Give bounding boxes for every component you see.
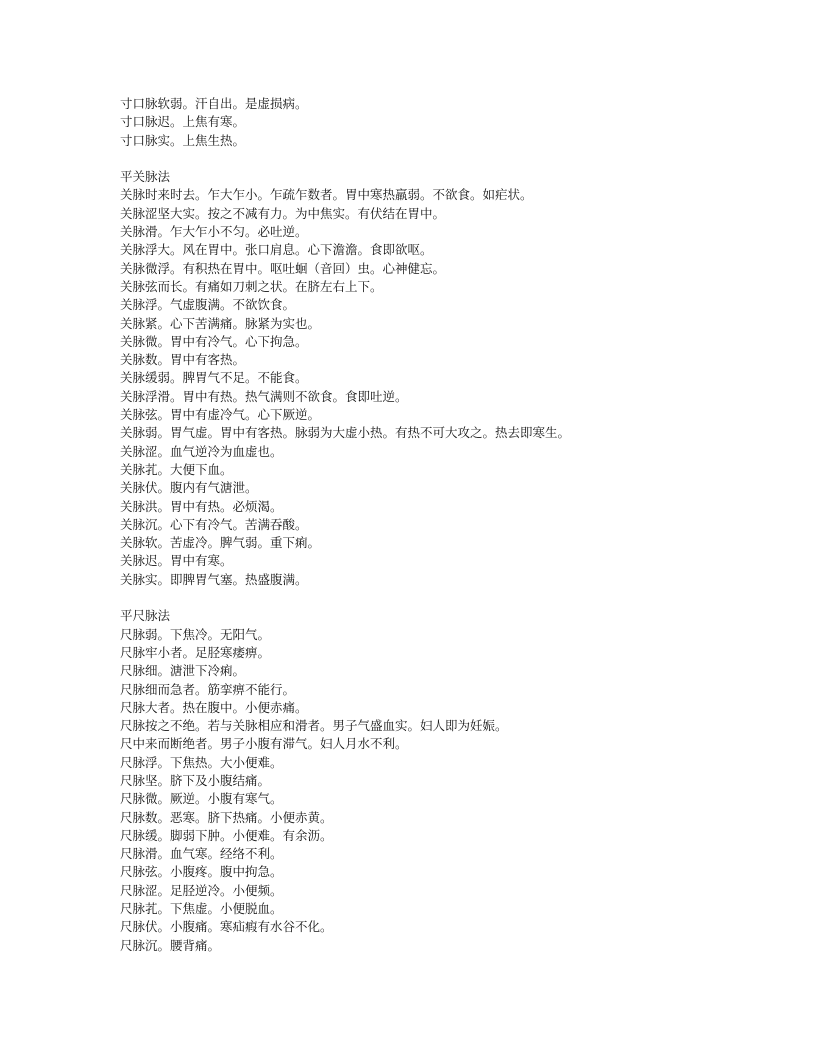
text-line: 尺脉按之不绝。若与关脉相应和滑者。男子气盛血实。妇人即为妊娠。: [120, 718, 508, 734]
text-line: 尺脉缓。脚弱下肿。小便难。有余沥。: [120, 827, 333, 843]
text-line: 尺脉弱。下焦冷。无阳气。: [120, 626, 271, 642]
text-line: 尺脉大者。热在腹中。小便赤痛。: [120, 699, 308, 715]
text-line: 尺脉弦。小腹疼。腹中拘急。: [120, 864, 283, 880]
section-heading: 平尺脉法: [120, 608, 171, 624]
text-line: 尺脉细。溏泄下冷痢。: [120, 663, 246, 679]
text-line: 关脉软。苦虚冷。脾气弱。重下痢。: [120, 535, 321, 551]
text-line: 关脉弦。胃中有虚冷气。心下厥逆。: [120, 407, 321, 423]
section-heading: 平关脉法: [120, 169, 171, 185]
text-line: 关脉涩。血气逆冷为血虚也。: [120, 443, 283, 459]
text-line: 尺脉沉。腰背痛。: [120, 937, 221, 953]
text-line: 尺脉微。厥逆。小腹有寒气。: [120, 791, 283, 807]
text-line: 尺脉细而急者。筋挛痹不能行。: [120, 681, 296, 697]
paragraph-spacer: [120, 589, 780, 607]
text-line: 关脉实。即脾胃气塞。热盛腹满。: [120, 571, 308, 587]
text-line: 关脉时来时去。乍大乍小。乍疏乍数者。胃中寒热羸弱。不欲食。如疟状。: [120, 187, 533, 203]
text-line: 尺脉牢小者。足胫寒痿痹。: [120, 644, 271, 660]
text-line: 关脉弱。胃气虚。胃中有客热。脉弱为大虚小热。有热不可大攻之。热去即寒生。: [120, 425, 571, 441]
text-line: 关脉微浮。有积热在胃中。呕吐蛔（音回）虫。心神健忘。: [120, 260, 446, 276]
text-line: 尺脉伏。小腹痛。寒疝瘕有水谷不化。: [120, 919, 333, 935]
text-line: 关脉洪。胃中有热。必烦渴。: [120, 498, 283, 514]
text-line: 尺脉滑。血气寒。经络不利。: [120, 846, 283, 862]
text-line: 关脉伏。腹内有气溏泄。: [120, 480, 258, 496]
text-line: 关脉微。胃中有冷气。心下拘急。: [120, 333, 308, 349]
text-line: 关脉浮大。风在胃中。张口肩息。心下澹澹。食即欲呕。: [120, 242, 433, 258]
text-line: 关脉芤。大便下血。: [120, 461, 233, 477]
text-line: 关脉弦而长。有痛如刀刺之状。在脐左右上下。: [120, 278, 383, 294]
document-text-body: [120, 95, 780, 955]
text-line: 关脉迟。胃中有寒。: [120, 553, 233, 569]
pulse-section: [120, 607, 780, 955]
text-line: 关脉缓弱。脾胃气不足。不能食。: [120, 370, 308, 386]
text-line: 寸口脉实。上焦生热。: [120, 132, 246, 148]
text-line: 尺脉坚。脐下及小腹结痛。: [120, 772, 271, 788]
text-line: 尺脉数。恶寒。脐下热痛。小便赤黄。: [120, 809, 333, 825]
text-line: 关脉数。胃中有客热。: [120, 352, 246, 368]
text-line: 尺中来而断绝者。男子小腹有滞气。妇人月水不利。: [120, 736, 408, 752]
text-line: 关脉紧。心下苦满痛。脉紧为实也。: [120, 315, 321, 331]
text-line: 尺脉芤。下焦虚。小便脱血。: [120, 901, 283, 917]
text-line: 关脉沉。心下有冷气。苦满吞酸。: [120, 516, 308, 532]
intro-paragraph: [120, 95, 780, 150]
text-line: 尺脉浮。下焦热。大小便难。: [120, 754, 283, 770]
text-line: 关脉浮。气虚腹满。不欲饮食。: [120, 297, 296, 313]
pulse-section: [120, 168, 780, 589]
text-line: 尺脉涩。足胫逆冷。小便频。: [120, 882, 283, 898]
text-line: 寸口脉迟。上焦有寒。: [120, 114, 246, 130]
text-line: 寸口脉软弱。汗自出。是虚损病。: [120, 96, 308, 111]
text-line: 关脉浮滑。胃中有热。热气满则不欲食。食即吐逆。: [120, 388, 408, 404]
text-line: 关脉涩坚大实。按之不减有力。为中焦实。有伏结在胃中。: [120, 205, 446, 221]
paragraph-spacer: [120, 150, 780, 168]
text-line: 关脉滑。乍大乍小不匀。必吐逆。: [120, 224, 308, 240]
